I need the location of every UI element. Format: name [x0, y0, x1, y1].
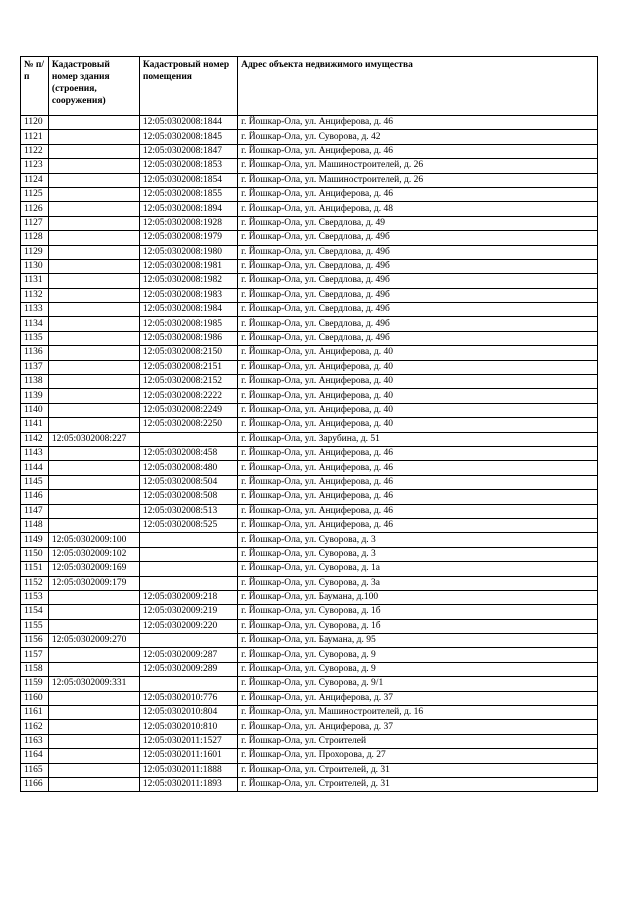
table-row — [21, 475, 598, 489]
address-cell: г. Йошкар-Ола, ул. Анциферова, д. 46 — [238, 490, 598, 504]
room-cadastral-cell: 12:05:0302008:1981 — [139, 259, 237, 273]
table-row — [21, 763, 598, 777]
address-cell: г. Йошкар-Ола, ул. Свердлова, д. 49 — [238, 216, 598, 230]
row-number-cell: 1137 — [21, 360, 49, 374]
row-number-cell: 1121 — [21, 130, 49, 144]
address-cell: г. Йошкар-Ола, ул. Свердлова, д. 49б — [238, 245, 598, 259]
room-cadastral-cell: 12:05:0302011:1888 — [139, 763, 237, 777]
address-cell: г. Йошкар-Ола, ул. Анциферова, д. 46 — [238, 461, 598, 475]
address-cell: г. Йошкар-Ола, ул. Суворова, д. 3 — [238, 533, 598, 547]
table-row — [21, 446, 598, 460]
room-cadastral-cell: 12:05:0302008:1985 — [139, 317, 237, 331]
table-row — [21, 605, 598, 619]
building-cadastral-cell — [48, 375, 139, 389]
row-number-cell: 1159 — [21, 677, 49, 691]
room-cadastral-cell — [139, 533, 237, 547]
row-number-cell: 1122 — [21, 144, 49, 158]
row-number-cell: 1120 — [21, 116, 49, 130]
address-cell: г. Йошкар-Ола, ул. Свердлова, д. 49б — [238, 231, 598, 245]
table-row — [21, 749, 598, 763]
building-cadastral-cell — [48, 706, 139, 720]
table-row — [21, 389, 598, 403]
building-cadastral-cell: 12:05:0302009:179 — [48, 576, 139, 590]
table-row — [21, 504, 598, 518]
building-cadastral-cell — [48, 720, 139, 734]
table-row — [21, 634, 598, 648]
address-cell: г. Йошкар-Ола, ул. Свердлова, д. 49б — [238, 317, 598, 331]
room-cadastral-cell: 12:05:0302008:1854 — [139, 173, 237, 187]
building-cadastral-cell — [48, 303, 139, 317]
table-row — [21, 231, 598, 245]
row-number-cell: 1134 — [21, 317, 49, 331]
table-row — [21, 734, 598, 748]
row-number-cell: 1152 — [21, 576, 49, 590]
table-row — [21, 274, 598, 288]
address-cell: г. Йошкар-Ола, ул. Анциферова, д. 46 — [238, 518, 598, 532]
building-cadastral-cell — [48, 490, 139, 504]
table-row — [21, 159, 598, 173]
table-row — [21, 116, 598, 130]
room-cadastral-cell — [139, 576, 237, 590]
row-number-cell: 1144 — [21, 461, 49, 475]
room-cadastral-cell: 12:05:0302009:289 — [139, 662, 237, 676]
room-cadastral-cell: 12:05:0302009:218 — [139, 590, 237, 604]
room-cadastral-cell: 12:05:0302008:2222 — [139, 389, 237, 403]
header-number: № п/п — [21, 57, 49, 116]
row-number-cell: 1157 — [21, 648, 49, 662]
room-cadastral-cell: 12:05:0302009:287 — [139, 648, 237, 662]
building-cadastral-cell — [48, 360, 139, 374]
room-cadastral-cell: 12:05:0302011:1601 — [139, 749, 237, 763]
table-row — [21, 533, 598, 547]
address-cell: г. Йошкар-Ола, ул. Анциферова, д. 46 — [238, 446, 598, 460]
table-row — [21, 432, 598, 446]
building-cadastral-cell — [48, 216, 139, 230]
row-number-cell: 1146 — [21, 490, 49, 504]
row-number-cell: 1135 — [21, 331, 49, 345]
row-number-cell: 1139 — [21, 389, 49, 403]
table-row — [21, 720, 598, 734]
address-cell: г. Йошкар-Ола, ул. Суворова, д. 1а — [238, 562, 598, 576]
room-cadastral-cell: 12:05:0302008:1845 — [139, 130, 237, 144]
building-cadastral-cell — [48, 259, 139, 273]
building-cadastral-cell — [48, 662, 139, 676]
table-row — [21, 288, 598, 302]
room-cadastral-cell: 12:05:0302008:1980 — [139, 245, 237, 259]
row-number-cell: 1123 — [21, 159, 49, 173]
document-page — [20, 56, 598, 792]
row-number-cell: 1129 — [21, 245, 49, 259]
address-cell: г. Йошкар-Ола, ул. Прохорова, д. 27 — [238, 749, 598, 763]
address-cell: г. Йошкар-Ола, ул. Строителей — [238, 734, 598, 748]
building-cadastral-cell: 12:05:0302008:227 — [48, 432, 139, 446]
row-number-cell: 1163 — [21, 734, 49, 748]
room-cadastral-cell — [139, 432, 237, 446]
table-row — [21, 562, 598, 576]
table-row — [21, 547, 598, 561]
table-row — [21, 360, 598, 374]
row-number-cell: 1166 — [21, 777, 49, 791]
header-address: Адрес объекта недвижимого имущества — [238, 57, 598, 116]
room-cadastral-cell: 12:05:0302008:2151 — [139, 360, 237, 374]
building-cadastral-cell — [48, 116, 139, 130]
building-cadastral-cell — [48, 202, 139, 216]
building-cadastral-cell: 12:05:0302009:270 — [48, 634, 139, 648]
building-cadastral-cell: 12:05:0302009:331 — [48, 677, 139, 691]
building-cadastral-cell — [48, 159, 139, 173]
room-cadastral-cell — [139, 677, 237, 691]
table-row — [21, 619, 598, 633]
row-number-cell: 1124 — [21, 173, 49, 187]
room-cadastral-cell: 12:05:0302009:220 — [139, 619, 237, 633]
address-cell: г. Йошкар-Ола, ул. Анциферова, д. 40 — [238, 403, 598, 417]
room-cadastral-cell: 12:05:0302008:2249 — [139, 403, 237, 417]
address-cell: г. Йошкар-Ола, ул. Анциферова, д. 37 — [238, 691, 598, 705]
address-cell: г. Йошкар-Ола, ул. Суворова, д. 3а — [238, 576, 598, 590]
address-cell: г. Йошкар-Ола, ул. Анциферова, д. 40 — [238, 418, 598, 432]
table-row — [21, 777, 598, 791]
address-cell: г. Йошкар-Ола, ул. Строителей, д. 31 — [238, 777, 598, 791]
address-cell: г. Йошкар-Ола, ул. Суворова, д. 1б — [238, 619, 598, 633]
room-cadastral-cell: 12:05:0302011:1527 — [139, 734, 237, 748]
row-number-cell: 1142 — [21, 432, 49, 446]
address-cell: г. Йошкар-Ола, ул. Машиностроителей, д. 26 — [238, 173, 598, 187]
address-cell: г. Йошкар-Ола, ул. Свердлова, д. 49б — [238, 274, 598, 288]
address-cell: г. Йошкар-Ола, ул. Анциферова, д. 46 — [238, 187, 598, 201]
building-cadastral-cell — [48, 648, 139, 662]
address-cell: г. Йошкар-Ола, ул. Баумана, д.100 — [238, 590, 598, 604]
row-number-cell: 1164 — [21, 749, 49, 763]
address-cell: г. Йошкар-Ола, ул. Анциферова, д. 40 — [238, 360, 598, 374]
table-row — [21, 706, 598, 720]
room-cadastral-cell — [139, 634, 237, 648]
building-cadastral-cell — [48, 173, 139, 187]
row-number-cell: 1151 — [21, 562, 49, 576]
address-cell: г. Йошкар-Ола, ул. Анциферова, д. 46 — [238, 116, 598, 130]
row-number-cell: 1128 — [21, 231, 49, 245]
row-number-cell: 1136 — [21, 346, 49, 360]
row-number-cell: 1132 — [21, 288, 49, 302]
row-number-cell: 1153 — [21, 590, 49, 604]
building-cadastral-cell: 12:05:0302009:100 — [48, 533, 139, 547]
building-cadastral-cell — [48, 763, 139, 777]
row-number-cell: 1126 — [21, 202, 49, 216]
table-row — [21, 202, 598, 216]
row-number-cell: 1150 — [21, 547, 49, 561]
room-cadastral-cell: 12:05:0302008:1928 — [139, 216, 237, 230]
table-body — [21, 116, 598, 792]
building-cadastral-cell — [48, 346, 139, 360]
building-cadastral-cell — [48, 130, 139, 144]
address-cell: г. Йошкар-Ола, ул. Строителей, д. 31 — [238, 763, 598, 777]
address-cell: г. Йошкар-Ола, ул. Суворова, д. 9 — [238, 648, 598, 662]
building-cadastral-cell — [48, 274, 139, 288]
table-row — [21, 173, 598, 187]
building-cadastral-cell — [48, 403, 139, 417]
building-cadastral-cell — [48, 245, 139, 259]
room-cadastral-cell: 12:05:0302008:513 — [139, 504, 237, 518]
building-cadastral-cell — [48, 777, 139, 791]
room-cadastral-cell: 12:05:0302008:2150 — [139, 346, 237, 360]
room-cadastral-cell: 12:05:0302008:458 — [139, 446, 237, 460]
building-cadastral-cell — [48, 446, 139, 460]
address-cell: г. Йошкар-Ола, ул. Зарубина, д. 51 — [238, 432, 598, 446]
table-row — [21, 518, 598, 532]
room-cadastral-cell: 12:05:0302008:1894 — [139, 202, 237, 216]
address-cell: г. Йошкар-Ола, ул. Свердлова, д. 49б — [238, 288, 598, 302]
building-cadastral-cell — [48, 187, 139, 201]
row-number-cell: 1156 — [21, 634, 49, 648]
header-building-cadastral: Кадастровый номер здания (строения, сооружения) — [48, 57, 139, 116]
row-number-cell: 1155 — [21, 619, 49, 633]
building-cadastral-cell — [48, 518, 139, 532]
row-number-cell: 1160 — [21, 691, 49, 705]
address-cell: г. Йошкар-Ола, ул. Машиностроителей, д. 26 — [238, 159, 598, 173]
table-header-row — [21, 57, 598, 116]
header-room-cadastral: Кадастровый номер помещения — [139, 57, 237, 116]
room-cadastral-cell: 12:05:0302008:1847 — [139, 144, 237, 158]
row-number-cell: 1149 — [21, 533, 49, 547]
building-cadastral-cell — [48, 749, 139, 763]
address-cell: г. Йошкар-Ола, ул. Анциферова, д. 46 — [238, 144, 598, 158]
building-cadastral-cell — [48, 619, 139, 633]
building-cadastral-cell — [48, 231, 139, 245]
table-row — [21, 317, 598, 331]
room-cadastral-cell: 12:05:0302008:1979 — [139, 231, 237, 245]
address-cell: г. Йошкар-Ола, ул. Суворова, д. 1б — [238, 605, 598, 619]
table-row — [21, 144, 598, 158]
building-cadastral-cell — [48, 144, 139, 158]
address-cell: г. Йошкар-Ола, ул. Анциферова, д. 40 — [238, 346, 598, 360]
address-cell: г. Йошкар-Ола, ул. Анциферова, д. 40 — [238, 389, 598, 403]
table-row — [21, 490, 598, 504]
room-cadastral-cell: 12:05:0302008:480 — [139, 461, 237, 475]
table-row — [21, 677, 598, 691]
room-cadastral-cell: 12:05:0302011:1893 — [139, 777, 237, 791]
table-row — [21, 403, 598, 417]
row-number-cell: 1140 — [21, 403, 49, 417]
row-number-cell: 1130 — [21, 259, 49, 273]
row-number-cell: 1165 — [21, 763, 49, 777]
table-row — [21, 590, 598, 604]
row-number-cell: 1125 — [21, 187, 49, 201]
address-cell: г. Йошкар-Ола, ул. Свердлова, д. 49б — [238, 303, 598, 317]
building-cadastral-cell — [48, 691, 139, 705]
building-cadastral-cell — [48, 590, 139, 604]
table-row — [21, 346, 598, 360]
table-row — [21, 259, 598, 273]
room-cadastral-cell: 12:05:0302008:508 — [139, 490, 237, 504]
row-number-cell: 1147 — [21, 504, 49, 518]
table-row — [21, 461, 598, 475]
building-cadastral-cell — [48, 475, 139, 489]
address-cell: г. Йошкар-Ола, ул. Свердлова, д. 49б — [238, 331, 598, 345]
room-cadastral-cell: 12:05:0302008:1855 — [139, 187, 237, 201]
building-cadastral-cell — [48, 504, 139, 518]
row-number-cell: 1138 — [21, 375, 49, 389]
table-row — [21, 187, 598, 201]
building-cadastral-cell: 12:05:0302009:102 — [48, 547, 139, 561]
row-number-cell: 1127 — [21, 216, 49, 230]
table-row — [21, 648, 598, 662]
row-number-cell: 1143 — [21, 446, 49, 460]
building-cadastral-cell — [48, 734, 139, 748]
row-number-cell: 1162 — [21, 720, 49, 734]
address-cell: г. Йошкар-Ола, ул. Баумана, д. 95 — [238, 634, 598, 648]
address-cell: г. Йошкар-Ола, ул. Суворова, д. 3 — [238, 547, 598, 561]
room-cadastral-cell: 12:05:0302008:1982 — [139, 274, 237, 288]
room-cadastral-cell: 12:05:0302008:1853 — [139, 159, 237, 173]
address-cell: г. Йошкар-Ола, ул. Суворова, д. 9 — [238, 662, 598, 676]
table-row — [21, 331, 598, 345]
table-row — [21, 662, 598, 676]
room-cadastral-cell: 12:05:0302010:810 — [139, 720, 237, 734]
building-cadastral-cell — [48, 331, 139, 345]
table-row — [21, 245, 598, 259]
table-row — [21, 216, 598, 230]
table-row — [21, 418, 598, 432]
row-number-cell: 1154 — [21, 605, 49, 619]
row-number-cell: 1158 — [21, 662, 49, 676]
table-row — [21, 691, 598, 705]
building-cadastral-cell — [48, 389, 139, 403]
building-cadastral-cell — [48, 418, 139, 432]
row-number-cell: 1148 — [21, 518, 49, 532]
row-number-cell: 1145 — [21, 475, 49, 489]
row-number-cell: 1131 — [21, 274, 49, 288]
room-cadastral-cell: 12:05:0302008:1984 — [139, 303, 237, 317]
room-cadastral-cell: 12:05:0302009:219 — [139, 605, 237, 619]
registry-table — [20, 56, 598, 792]
room-cadastral-cell: 12:05:0302008:1986 — [139, 331, 237, 345]
address-cell: г. Йошкар-Ола, ул. Свердлова, д. 49б — [238, 259, 598, 273]
building-cadastral-cell: 12:05:0302009:169 — [48, 562, 139, 576]
room-cadastral-cell: 12:05:0302010:776 — [139, 691, 237, 705]
row-number-cell: 1161 — [21, 706, 49, 720]
room-cadastral-cell: 12:05:0302010:804 — [139, 706, 237, 720]
address-cell: г. Йошкар-Ола, ул. Анциферова, д. 40 — [238, 375, 598, 389]
room-cadastral-cell: 12:05:0302008:525 — [139, 518, 237, 532]
table-row — [21, 375, 598, 389]
address-cell: г. Йошкар-Ола, ул. Суворова, д. 9/1 — [238, 677, 598, 691]
table-row — [21, 130, 598, 144]
room-cadastral-cell — [139, 547, 237, 561]
row-number-cell: 1141 — [21, 418, 49, 432]
address-cell: г. Йошкар-Ола, ул. Машиностроителей, д. 16 — [238, 706, 598, 720]
room-cadastral-cell: 12:05:0302008:2152 — [139, 375, 237, 389]
building-cadastral-cell — [48, 288, 139, 302]
row-number-cell: 1133 — [21, 303, 49, 317]
room-cadastral-cell: 12:05:0302008:2250 — [139, 418, 237, 432]
address-cell: г. Йошкар-Ола, ул. Суворова, д. 42 — [238, 130, 598, 144]
room-cadastral-cell — [139, 562, 237, 576]
building-cadastral-cell — [48, 461, 139, 475]
address-cell: г. Йошкар-Ола, ул. Анциферова, д. 46 — [238, 504, 598, 518]
address-cell: г. Йошкар-Ола, ул. Анциферова, д. 37 — [238, 720, 598, 734]
table-row — [21, 576, 598, 590]
room-cadastral-cell: 12:05:0302008:504 — [139, 475, 237, 489]
address-cell: г. Йошкар-Ола, ул. Анциферова, д. 46 — [238, 475, 598, 489]
address-cell: г. Йошкар-Ола, ул. Анциферова, д. 48 — [238, 202, 598, 216]
building-cadastral-cell — [48, 317, 139, 331]
building-cadastral-cell — [48, 605, 139, 619]
room-cadastral-cell: 12:05:0302008:1983 — [139, 288, 237, 302]
room-cadastral-cell: 12:05:0302008:1844 — [139, 116, 237, 130]
table-row — [21, 303, 598, 317]
